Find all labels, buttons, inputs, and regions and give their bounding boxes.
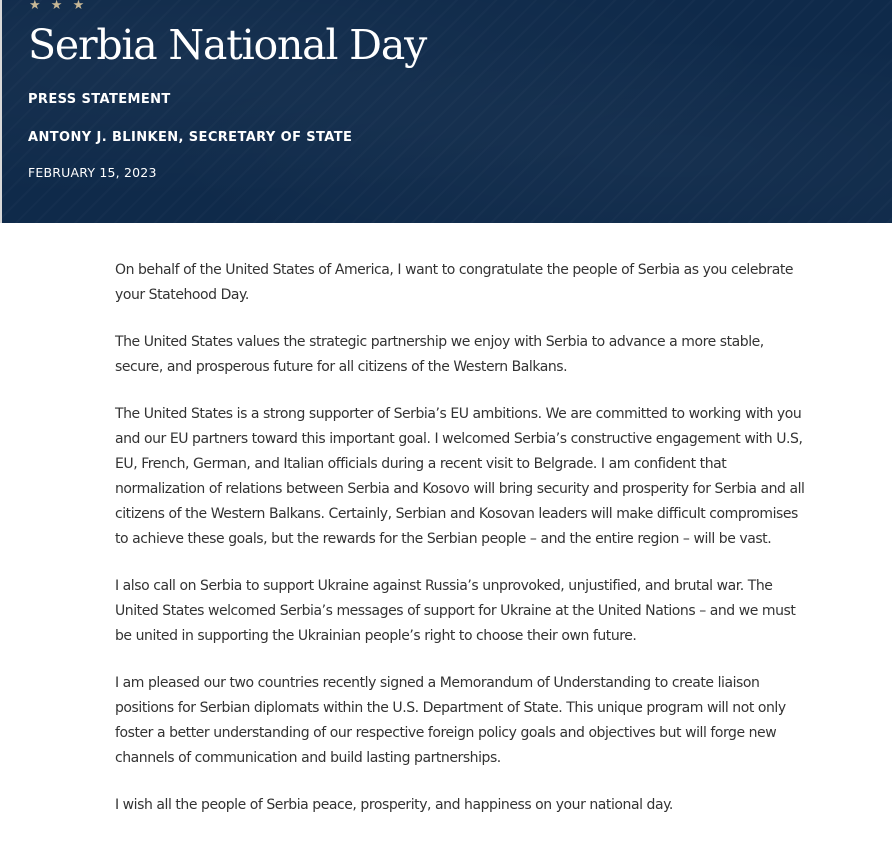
page-header-banner — [0, 0, 892, 223]
article-paragraph-4: I also call on Serbia to support Ukraine against Russia’s unprovoked, unjustified, and brutal war. The United States welcomed Serbia’s messages of support for Ukraine at the United Nations – and we must be united in supporting the Ukrainian people’s right to choose their own future. — [115, 578, 796, 644]
article-body — [115, 258, 805, 840]
page-title: Serbia National Day — [28, 21, 427, 69]
article-paragraph-1: On behalf of the United States of America, I want to congratulate the people of Serbia as you celebrate your Statehood Day. — [115, 262, 794, 303]
banner-edge-divider — [0, 0, 2, 223]
article-paragraph-2: The United States values the strategic partnership we enjoy with Serbia to advance a more stable, secure, and prosperous future for all citizens of the Western Balkans. — [115, 334, 764, 375]
author-link[interactable]: ANTONY J. BLINKEN, SECRETARY OF STATE — [28, 130, 353, 145]
publish-date: FEBRUARY 15, 2023 — [28, 165, 157, 180]
statement-type-label: PRESS STATEMENT — [28, 92, 171, 107]
article-paragraph-5: I am pleased our two countries recently signed a Memorandum of Understanding to create liaison positions for Serbian diplomats within the U.S. Department of State. This unique program will not only foster a better understanding of our respective foreign policy goals and objectives but will forge new channels of communication and build lasting partnerships. — [115, 675, 786, 766]
stars-icon: ★ ★ ★ — [29, 0, 88, 13]
article-paragraph-6: I wish all the people of Serbia peace, prosperity, and happiness on your national day. — [115, 797, 673, 813]
article-paragraph-3: The United States is a strong supporter of Serbia’s EU ambitions. We are committed to working with you and our EU partners toward this important goal. I welcomed Serbia’s constructive engagement with U.S, EU, French, German, and Italian officials during a recent visit to Belgrade. I am confident that normalization of relations between Serbia and Kosovo will bring security and prosperity for Serbia and all citizens of the Western Balkans. Certainly, Serbian and Kosovan leaders will make difficult compromises to achieve these goals, but the rewards for the Serbian people – and the entire region – will be vast. — [115, 406, 805, 547]
